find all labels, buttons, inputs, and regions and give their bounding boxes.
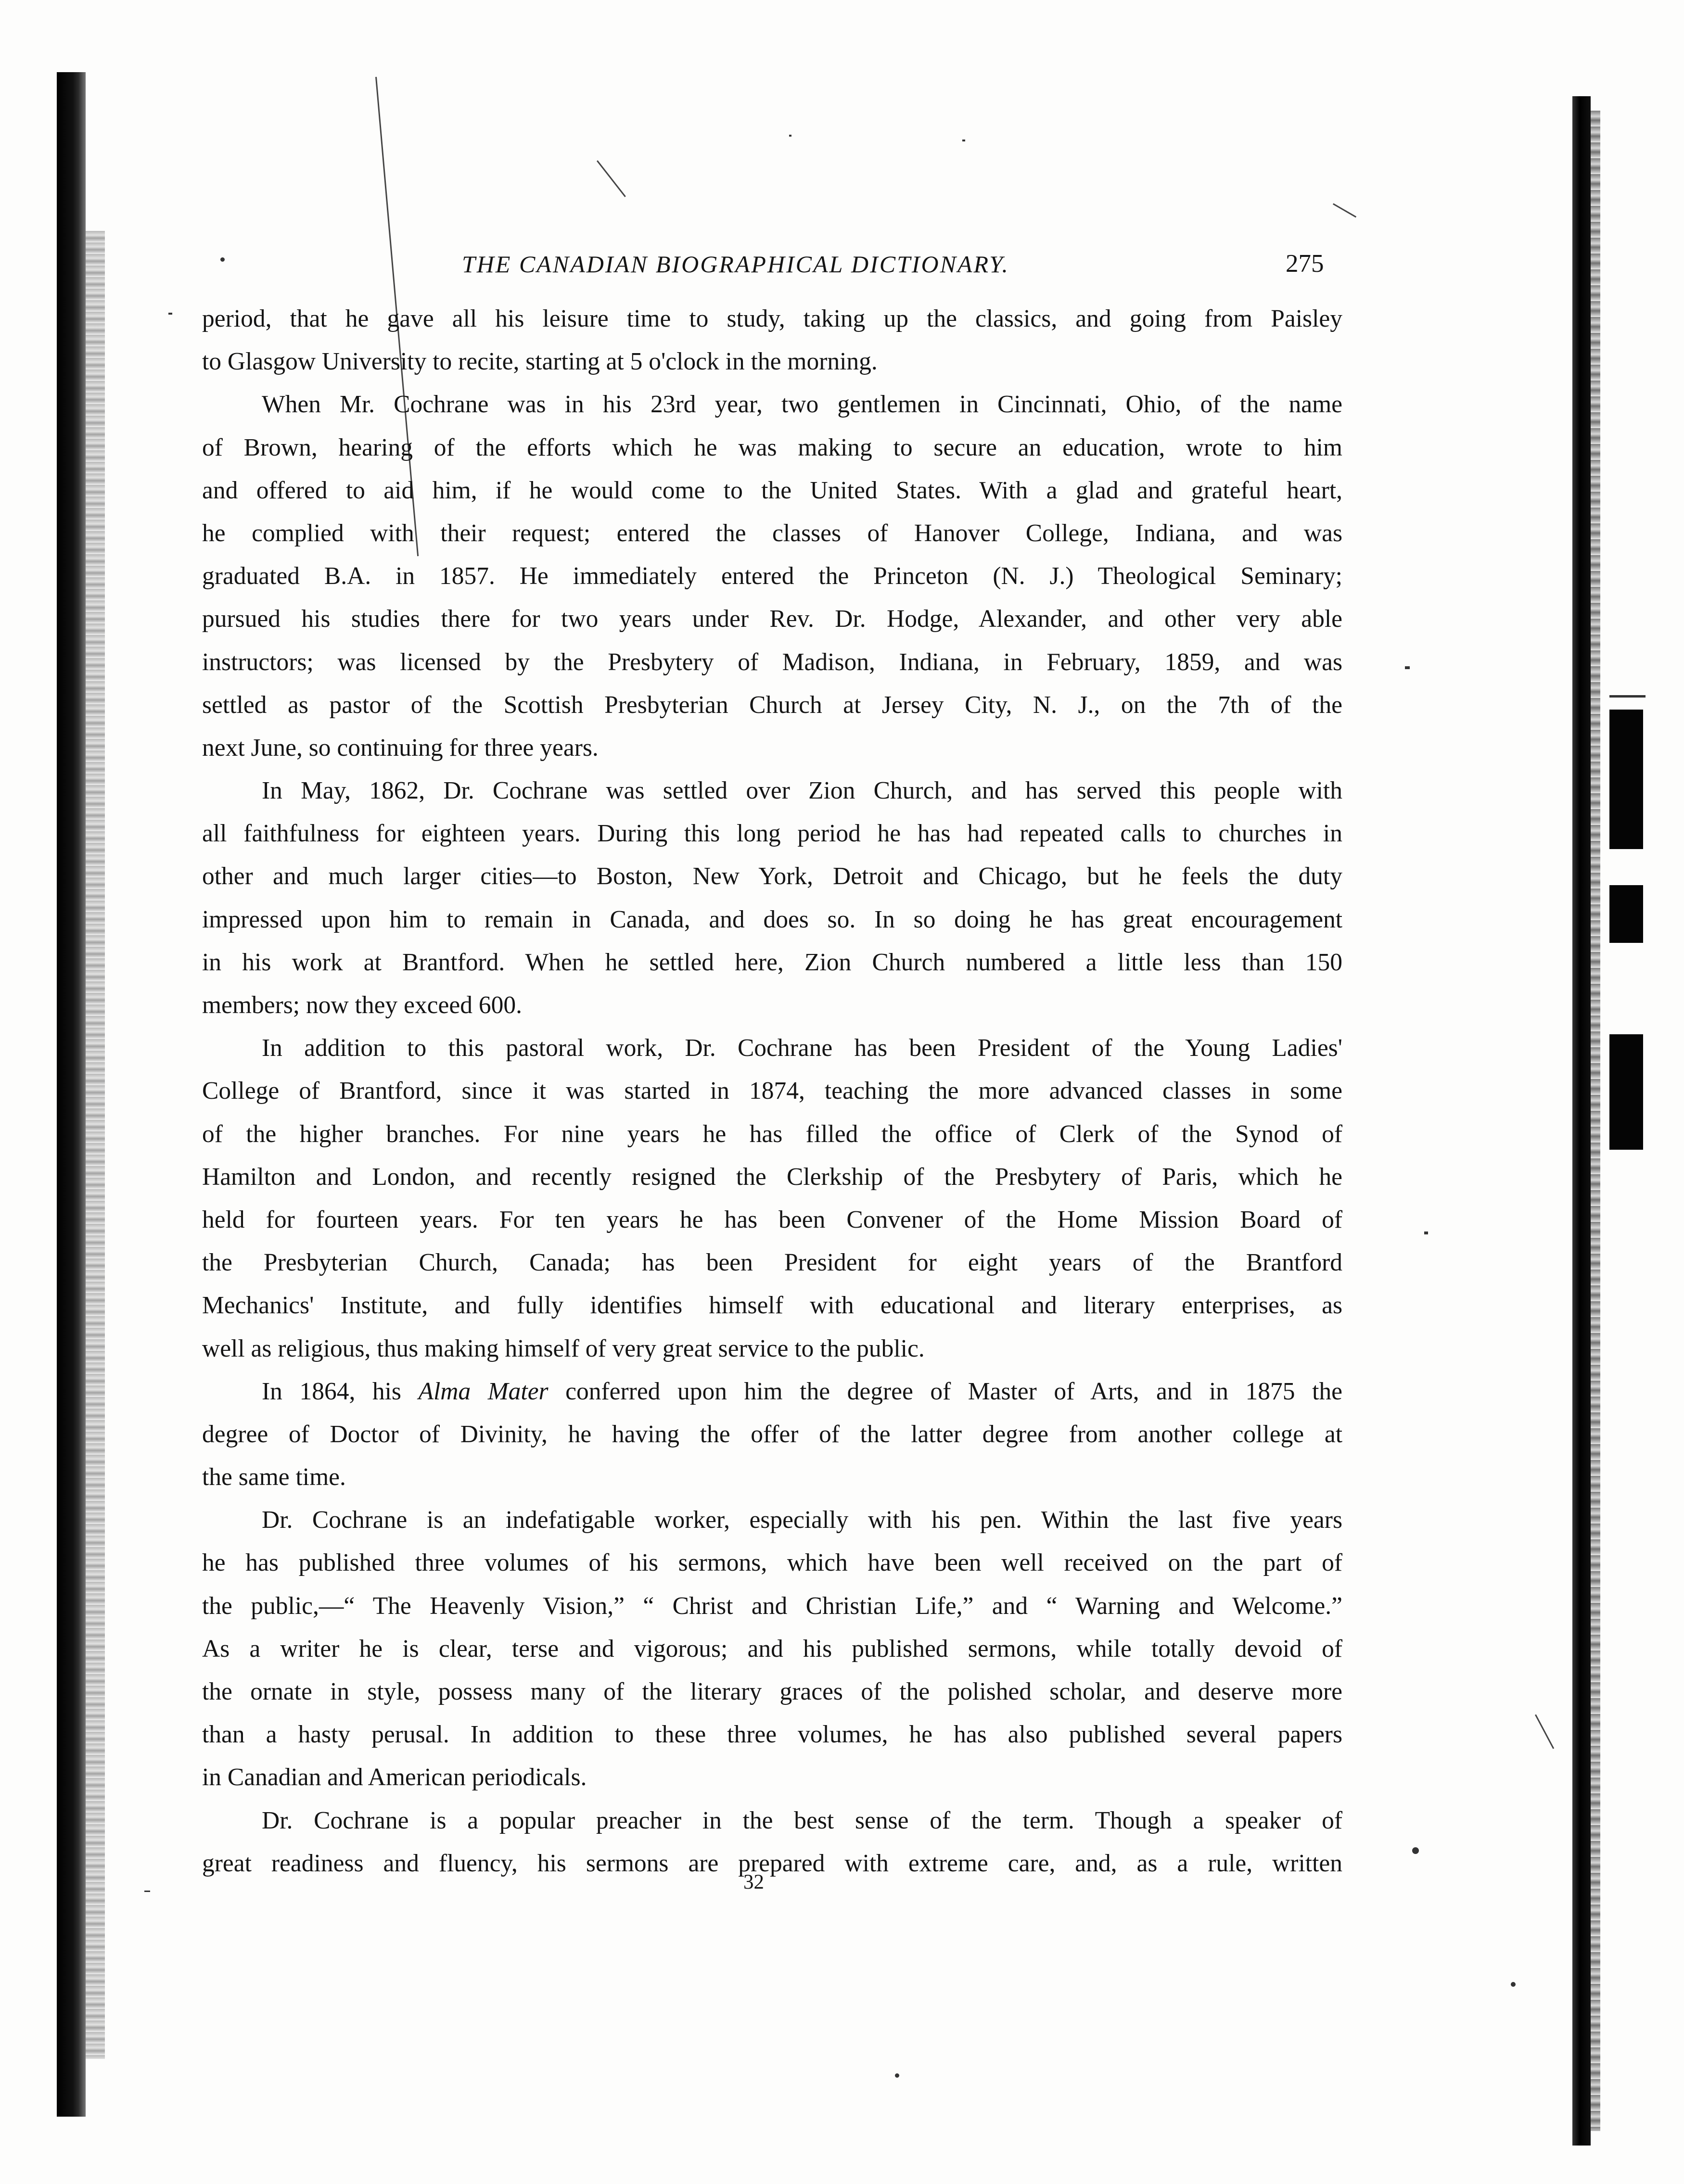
speck bbox=[962, 140, 965, 141]
text-line: in Canadian and American periodicals. bbox=[202, 1764, 587, 1791]
speck bbox=[1412, 1847, 1419, 1854]
text-line: Dr. Cochrane is a popular preacher in the best sense of the term. Though a speaker of bbox=[262, 1806, 1342, 1834]
show-through-block bbox=[1609, 885, 1643, 943]
text-line: great readiness and fluency, his sermons are prepared with extreme care, and, as a rule, written bbox=[202, 1849, 1342, 1877]
text-line: In addition to this pastoral work, Dr. Cochrane has been President of the Young Ladies' bbox=[262, 1034, 1342, 1062]
text-line: than a hasty perusal. In addition to these three volumes, he has also published several papers bbox=[202, 1721, 1342, 1749]
text-line: Mechanics' Institute, and fully identifies himself with educational and literary enterprises, as bbox=[202, 1292, 1342, 1320]
text-line: As a writer he is clear, terse and vigorous; and his published sermons, while totally devoid of bbox=[202, 1635, 1342, 1663]
text-line: period, that he gave all his leisure time to study, taking up the classics, and going from Paisley bbox=[202, 305, 1342, 332]
page-number: 275 bbox=[1286, 250, 1324, 278]
right-edge-speckle bbox=[1591, 111, 1600, 2131]
text-line: of the higher branches. For nine years he has filled the office of Clerk of the Synod of bbox=[202, 1120, 1342, 1148]
text-line: impressed upon him to remain in Canada, and does so. In so doing he has great encouragement bbox=[202, 905, 1342, 933]
text-run: conferred upon him the degree of Master of Arts, and in 1875 the bbox=[548, 1377, 1342, 1405]
text-line: all faithfulness for eighteen years. During this long period he has had repeated calls to churches in bbox=[202, 820, 1342, 848]
text-line: well as religious, thus making himself of very great service to the public. bbox=[202, 1334, 925, 1362]
scan-rule-mark bbox=[1609, 695, 1646, 698]
text-line: other and much larger cities—to Boston, New York, Detroit and Chicago, but he feels the duty bbox=[202, 863, 1342, 890]
speck bbox=[1405, 666, 1410, 669]
text-line: he complied with their request; entered the classes of Hanover College, Indiana, and was bbox=[202, 519, 1342, 547]
text-line: instructors; was licensed by the Presbytery of Madison, Indiana, in February, 1859, and was bbox=[202, 648, 1342, 676]
text-line: pursued his studies there for two years under Rev. Dr. Hodge, Alexander, and other very able bbox=[202, 605, 1342, 633]
text-line: In May, 1862, Dr. Cochrane was settled over Zion Church, and has served this people with bbox=[262, 777, 1342, 805]
text-line: of Brown, hearing of the efforts which he was making to secure an education, wrote to him bbox=[202, 433, 1342, 461]
speck bbox=[144, 1891, 150, 1892]
right-scan-edge bbox=[1572, 96, 1591, 2146]
text-line: to Glasgow University to recite, starting at 5 o'clock in the morning. bbox=[202, 348, 878, 376]
text-line bbox=[202, 1370, 1342, 1413]
text-line: the same time. bbox=[202, 1463, 346, 1491]
text-line: held for fourteen years. For ten years he has been Convener of the Home Mission Board of bbox=[202, 1206, 1342, 1233]
scan-artifact-line bbox=[1333, 203, 1356, 217]
speck bbox=[1424, 1232, 1428, 1234]
text-line: College of Brantford, since it was started in 1874, teaching the more advanced classes in some bbox=[202, 1077, 1342, 1105]
speck bbox=[1511, 1982, 1516, 1987]
scan-artifact-line bbox=[1535, 1714, 1554, 1749]
text-line: in his work at Brantford. When he settled here, Zion Church numbered a little less than 150 bbox=[202, 948, 1342, 976]
speck bbox=[168, 313, 172, 315]
left-edge-speckle bbox=[86, 231, 105, 2059]
show-through-block bbox=[1609, 710, 1643, 849]
italic-phrase: Alma Mater bbox=[418, 1377, 549, 1405]
left-binding-edge bbox=[57, 72, 86, 2117]
show-through-block bbox=[1609, 1034, 1643, 1150]
scan-artifact-line bbox=[597, 160, 626, 197]
speck bbox=[789, 135, 791, 137]
body-text bbox=[202, 297, 1342, 1885]
text-line: and offered to aid him, if he would come to the United States. With a glad and grateful heart, bbox=[202, 476, 1342, 504]
text-line: the ornate in style, possess many of the literary graces of the polished scholar, and deserve more bbox=[202, 1678, 1342, 1705]
text-line: the public,—“ The Heavenly Vision,” “ Christ and Christian Life,” and “ Warning and Welcome.” bbox=[202, 1592, 1342, 1620]
text-line: next June, so continuing for three years. bbox=[202, 734, 599, 762]
text-line: Dr. Cochrane is an indefatigable worker, especially with his pen. Within the last five years bbox=[262, 1506, 1342, 1534]
speck bbox=[220, 257, 225, 262]
text-line: he has published three volumes of his sermons, which have been well received on the part of bbox=[202, 1549, 1342, 1577]
text-line: the Presbyterian Church, Canada; has been President for eight years of the Brantford bbox=[202, 1249, 1342, 1277]
text-line: graduated B.A. in 1857. He immediately entered the Princeton (N. J.) Theological Seminary; bbox=[202, 562, 1342, 590]
running-title: THE CANADIAN BIOGRAPHICAL DICTIONARY. bbox=[462, 251, 1009, 278]
speck bbox=[895, 2073, 899, 2078]
signature-mark: 32 bbox=[743, 1871, 764, 1893]
text-run: In 1864, his bbox=[262, 1377, 419, 1405]
text-line: members; now they exceed 600. bbox=[202, 991, 522, 1019]
text-line: degree of Doctor of Divinity, he having the offer of the latter degree from another college at bbox=[202, 1420, 1342, 1448]
text-line: When Mr. Cochrane was in his 23rd year, two gentlemen in Cincinnati, Ohio, of the name bbox=[262, 391, 1342, 419]
text-line: Hamilton and London, and recently resigned the Clerkship of the Presbytery of Paris, which he bbox=[202, 1163, 1342, 1191]
text-line: settled as pastor of the Scottish Presbyterian Church at Jersey City, N. J., on the 7th of the bbox=[202, 691, 1342, 719]
